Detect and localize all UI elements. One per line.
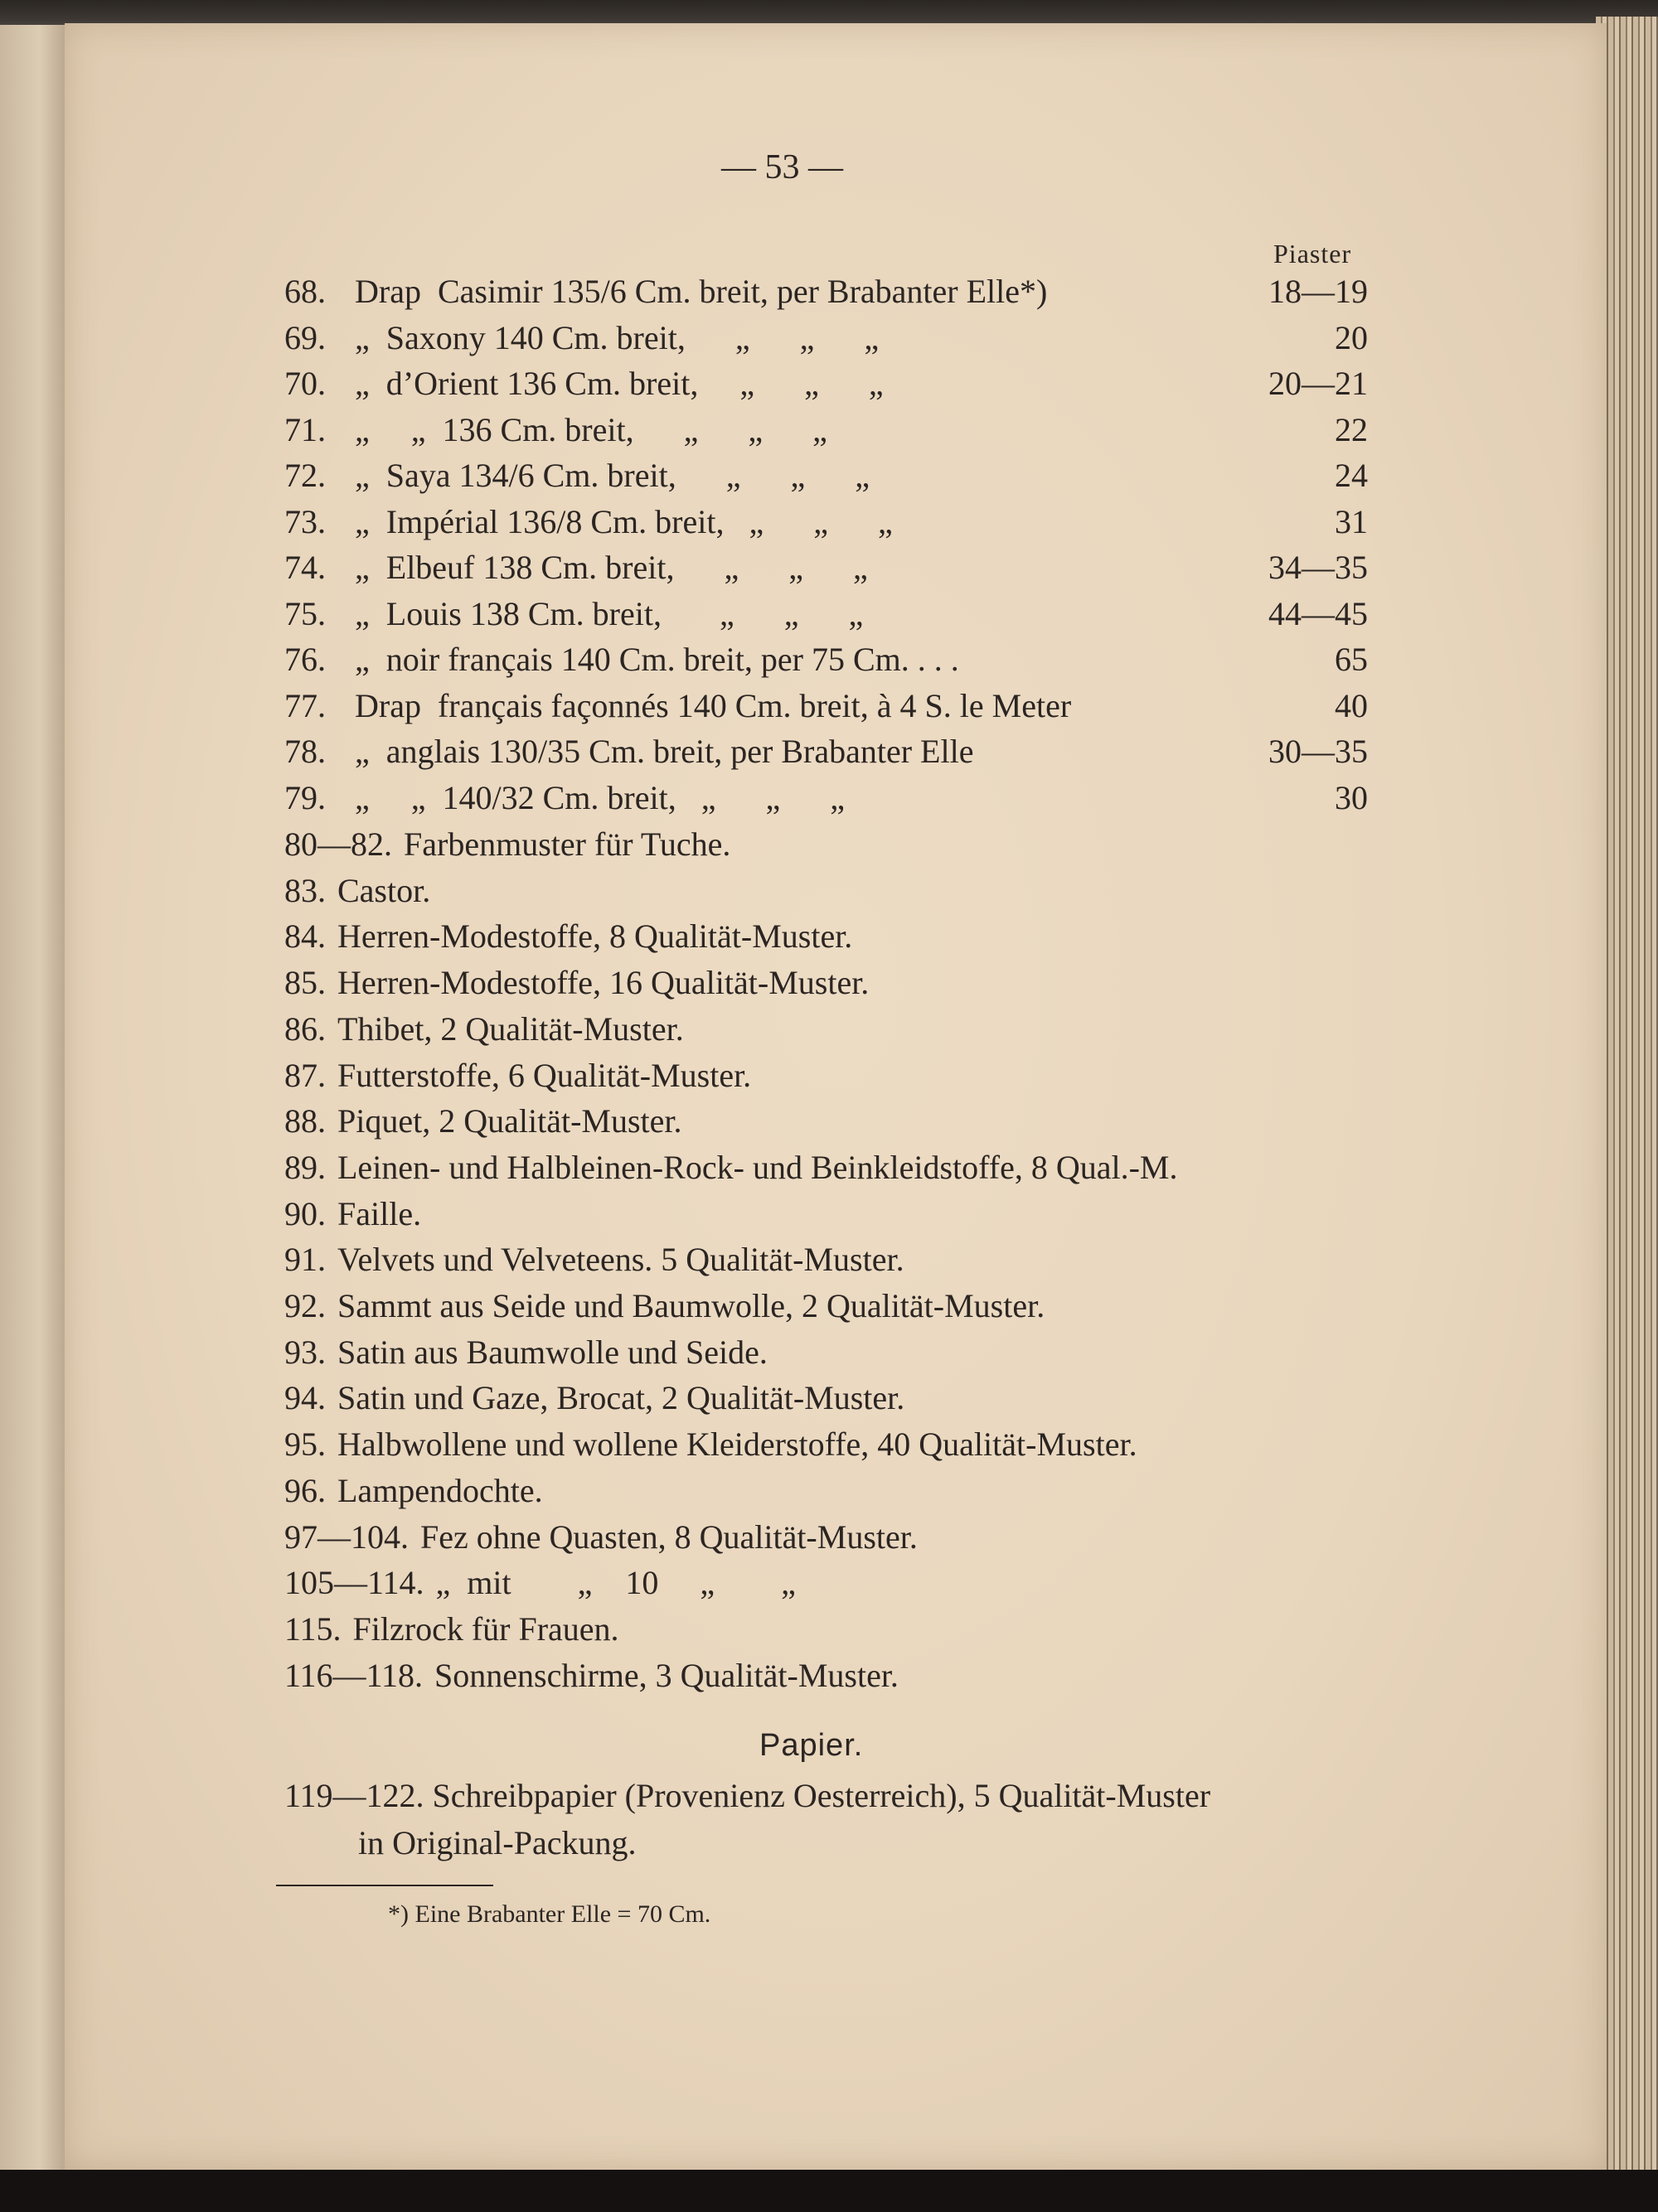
table-row <box>0 502 1658 542</box>
table-row <box>0 272 1658 312</box>
row-description: „ Impérial 136/8 Cm. breit, „ „ „ <box>355 503 893 540</box>
item-description: Halbwollene und wollene Kleiderstoffe, 40 Qualität-Muster. <box>337 1425 1137 1463</box>
row-price: 20 <box>1335 319 1368 356</box>
row-price: 65 <box>1335 641 1368 678</box>
list-item <box>0 1333 1658 1372</box>
table-row <box>0 640 1658 680</box>
item-number: 97—104. <box>284 1518 409 1556</box>
item-description: Castor. <box>337 872 431 909</box>
row-number: 71. <box>284 411 326 448</box>
item-number: 96. <box>284 1472 326 1509</box>
row-description: „ Saxony 140 Cm. breit, „ „ „ <box>355 319 880 356</box>
list-item <box>0 871 1658 911</box>
list-item <box>0 1471 1658 1511</box>
row-description: „ d’Orient 136 Cm. breit, „ „ „ <box>355 365 884 402</box>
row-description: Drap Casimir 135/6 Cm. breit, per Brabanter Elle*) <box>355 273 1048 310</box>
row-price: 24 <box>1335 457 1368 494</box>
row-description: Drap français façonnés 140 Cm. breit, à 4 S. le Meter <box>355 687 1072 724</box>
item-description: Sonnenschirme, 3 Qualität-Muster. <box>434 1657 899 1694</box>
bottom-strip <box>0 2170 1658 2212</box>
item-number: 80—82. <box>284 825 392 863</box>
list-item <box>0 1148 1658 1188</box>
table-row <box>0 364 1658 404</box>
column-header-piaster: Piaster <box>1273 239 1352 269</box>
list-item <box>0 1194 1658 1234</box>
row-description: „ anglais 130/35 Cm. breit, per Brabanter Elle <box>355 733 974 770</box>
row-description: „ Saya 134/6 Cm. breit, „ „ „ <box>355 457 870 494</box>
row-number: 72. <box>284 457 326 494</box>
item-description: Filzrock für Frauen. <box>352 1610 619 1648</box>
row-description: „ noir français 140 Cm. breit, per 75 Cm. . . . <box>355 641 959 678</box>
item-number: 83. <box>284 872 326 909</box>
item-description: Leinen- und Halbleinen-Rock- und Beinkleidstoffe, 8 Qual.-M. <box>337 1149 1178 1186</box>
table-row <box>0 456 1658 496</box>
item-description: Satin und Gaze, Brocat, 2 Qualität-Muster. <box>337 1379 905 1416</box>
row-number: 75. <box>284 595 326 632</box>
list-item <box>0 1056 1658 1096</box>
list-item <box>0 1656 1658 1696</box>
item-number: 116—118. <box>284 1657 424 1694</box>
row-number: 76. <box>284 641 326 678</box>
table-row <box>0 778 1658 818</box>
row-description: „ „ 140/32 Cm. breit, „ „ „ <box>355 779 845 816</box>
list-item <box>0 1101 1658 1141</box>
list-item <box>0 1009 1658 1049</box>
row-number: 73. <box>284 503 326 540</box>
row-price: 31 <box>1335 503 1368 540</box>
row-price: 22 <box>1335 411 1368 448</box>
table-row <box>0 318 1658 358</box>
table-row <box>0 548 1658 588</box>
table-row <box>0 732 1658 772</box>
list-item <box>0 825 1658 864</box>
section-heading-papier: Papier. <box>759 1728 864 1763</box>
row-number: 69. <box>284 319 326 356</box>
list-item <box>0 1378 1658 1418</box>
row-price: 20—21 <box>1268 365 1368 402</box>
papier-entry-line-1: 119—122. Schreibpapier (Provenienz Oesterreich), 5 Qualität-Muster <box>284 1777 1211 1814</box>
item-description: Futterstoffe, 6 Qualität-Muster. <box>337 1057 752 1094</box>
papier-entry-line-2: in Original-Packung. <box>358 1824 637 1861</box>
item-description: Fez ohne Quasten, 8 Qualität-Muster. <box>420 1518 918 1556</box>
list-item <box>0 963 1658 1003</box>
item-description: Farbenmuster für Tuche. <box>404 825 731 863</box>
list-item <box>0 1517 1658 1557</box>
row-price: 34—35 <box>1268 549 1368 586</box>
table-row <box>0 686 1658 726</box>
list-item <box>0 1609 1658 1649</box>
row-price: 18—19 <box>1268 273 1368 310</box>
row-description: „ „ 136 Cm. breit, „ „ „ <box>355 411 827 448</box>
table-row <box>0 594 1658 634</box>
item-description: Herren-Modestoffe, 16 Qualität-Muster. <box>337 964 870 1001</box>
item-description: „ mit „ 10 „ „ <box>435 1564 796 1601</box>
item-number: 84. <box>284 917 326 955</box>
footnote: *) Eine Brabanter Elle = 70 Cm. <box>388 1900 711 1928</box>
row-number: 70. <box>284 365 326 402</box>
item-number: 91. <box>284 1241 326 1278</box>
item-number: 87. <box>284 1057 326 1094</box>
list-item <box>0 1286 1658 1326</box>
item-number: 115. <box>284 1610 342 1648</box>
item-description: Velvets und Velveteens. 5 Qualität-Muster. <box>337 1241 904 1278</box>
row-price: 40 <box>1335 687 1368 724</box>
item-number: 90. <box>284 1195 326 1232</box>
item-number: 92. <box>284 1287 326 1324</box>
item-description: Satin aus Baumwolle und Seide. <box>337 1333 768 1371</box>
item-description: Herren-Modestoffe, 8 Qualität-Muster. <box>337 917 853 955</box>
row-description: „ Louis 138 Cm. breit, „ „ „ <box>355 595 864 632</box>
item-description: Sammt aus Seide und Baumwolle, 2 Qualität-Muster. <box>337 1287 1045 1324</box>
row-number: 78. <box>284 733 326 770</box>
row-number: 77. <box>284 687 326 724</box>
row-number: 68. <box>284 273 326 310</box>
table-row <box>0 410 1658 450</box>
list-item <box>0 1425 1658 1464</box>
item-number: 93. <box>284 1333 326 1371</box>
row-description: „ Elbeuf 138 Cm. breit, „ „ „ <box>355 549 868 586</box>
item-number: 89. <box>284 1149 326 1186</box>
list-item <box>0 917 1658 956</box>
list-item <box>0 1563 1658 1603</box>
item-description: Lampendochte. <box>337 1472 543 1509</box>
footnote-rule <box>276 1885 493 1886</box>
row-price: 30—35 <box>1268 733 1368 770</box>
item-number: 94. <box>284 1379 326 1416</box>
item-number: 88. <box>284 1102 326 1140</box>
item-description: Piquet, 2 Qualität-Muster. <box>337 1102 682 1140</box>
item-number: 86. <box>284 1010 326 1048</box>
page-number: — 53 — <box>721 148 843 186</box>
row-price: 44—45 <box>1268 595 1368 632</box>
row-price: 30 <box>1335 779 1368 816</box>
row-number: 79. <box>284 779 326 816</box>
item-number: 105—114. <box>284 1564 424 1601</box>
item-number: 85. <box>284 964 326 1001</box>
list-item <box>0 1240 1658 1280</box>
item-description: Faille. <box>337 1195 422 1232</box>
item-number: 95. <box>284 1425 326 1463</box>
row-number: 74. <box>284 549 326 586</box>
item-description: Thibet, 2 Qualität-Muster. <box>337 1010 684 1048</box>
